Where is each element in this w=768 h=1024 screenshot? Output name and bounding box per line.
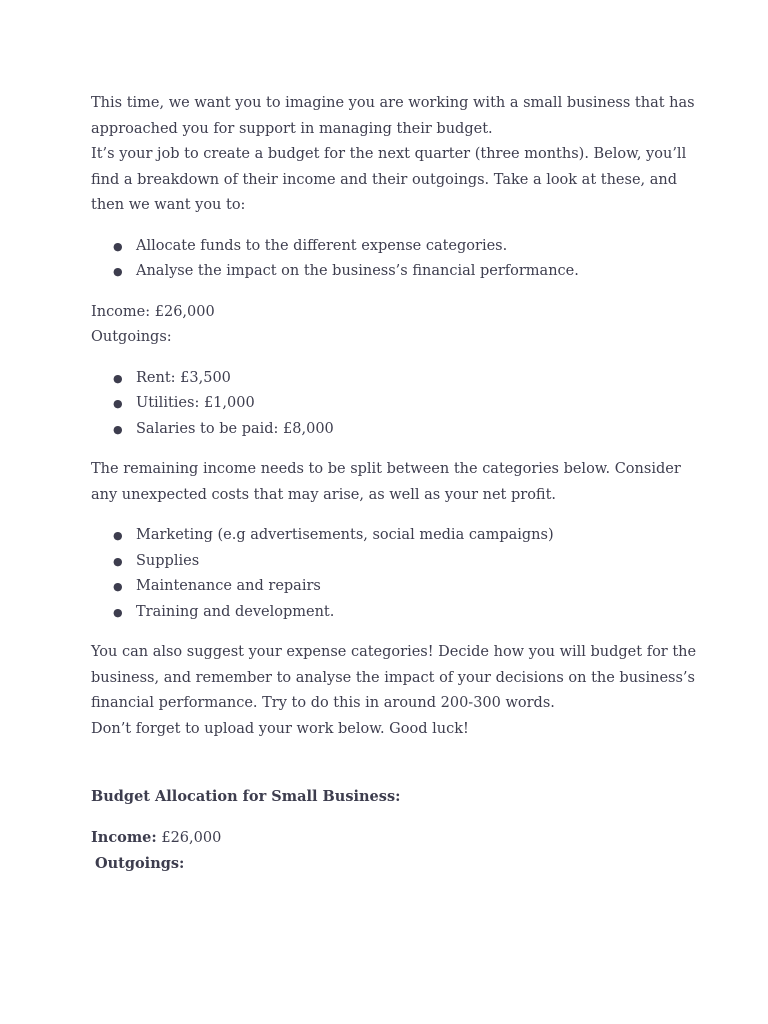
list-item-text: Utilities: £1,000 <box>136 395 255 411</box>
intro-paragraph <box>91 91 708 219</box>
list-item-text: Marketing (e.g advertisements, social media campaigns) <box>136 527 554 543</box>
income-line: Income: £26,000 <box>91 303 215 320</box>
closing-line-2: Don’t forget to upload your work below. Good luck! <box>91 720 469 737</box>
list-item-text: Analyse the impact on the business’s financial performance. <box>136 263 579 279</box>
list-item-text: Allocate funds to the different expense categories. <box>136 237 508 254</box>
list-item <box>91 234 708 260</box>
list-item-text: Maintenance and repairs <box>136 578 321 594</box>
bullet-icon: ● <box>113 239 123 253</box>
answer-heading: Budget Allocation for Small Business: <box>91 788 401 805</box>
intro-line-1: This time, we want you to imagine you are working with a small business that has approached you for support in managing their budget. <box>91 95 695 137</box>
answer-income-label: Income: <box>91 828 157 846</box>
outgoings-line: Outgoings: <box>91 329 172 345</box>
category-list <box>91 523 708 625</box>
bullet-icon: ● <box>113 422 123 436</box>
answer-income-value: £26,000 <box>156 829 222 846</box>
answer-outgoings-label: Outgoings: <box>95 855 185 872</box>
list-item <box>91 574 708 600</box>
list-item-text: Salaries to be paid: £8,000 <box>136 420 334 437</box>
bullet-icon: ● <box>113 605 123 619</box>
closing-paragraph <box>91 640 708 742</box>
list-item-text: Training and development. <box>136 603 335 620</box>
bullet-icon: ● <box>113 554 123 568</box>
remaining-paragraph: The remaining income needs to be split between the categories below. Consider any unexpected costs that may arise, as well as your net profit. <box>91 461 681 503</box>
list-item-text: Rent: £3,500 <box>136 369 231 386</box>
intro-line-2: It’s your job to create a budget for the next quarter (three months). Below, you’ll find a breakdown of their income and their outgoings. Take a look at these, and then we want you to: <box>91 146 687 213</box>
task-list <box>91 234 708 285</box>
list-item <box>91 523 708 549</box>
bullet-icon: ● <box>113 397 123 410</box>
list-item <box>91 417 708 443</box>
bullet-icon: ● <box>113 265 123 278</box>
list-item <box>91 259 708 285</box>
list-item <box>91 600 708 626</box>
list-item <box>91 391 708 417</box>
bullet-icon: ● <box>113 529 123 542</box>
outgoings-list <box>91 366 708 443</box>
list-item <box>91 549 708 575</box>
bullet-icon: ● <box>113 580 123 593</box>
answer-summary <box>91 825 708 877</box>
income-summary <box>91 300 708 351</box>
list-item <box>91 366 708 392</box>
answer-income-line <box>91 825 708 852</box>
closing-line-1: You can also suggest your expense categories! Decide how you will budget for the business, and remember to analyse the impact of your decisions on the business’s financial performance. Try to do this in around 200-300 words. <box>91 644 697 711</box>
list-item-text: Supplies <box>136 552 200 569</box>
bullet-icon: ● <box>113 371 123 385</box>
